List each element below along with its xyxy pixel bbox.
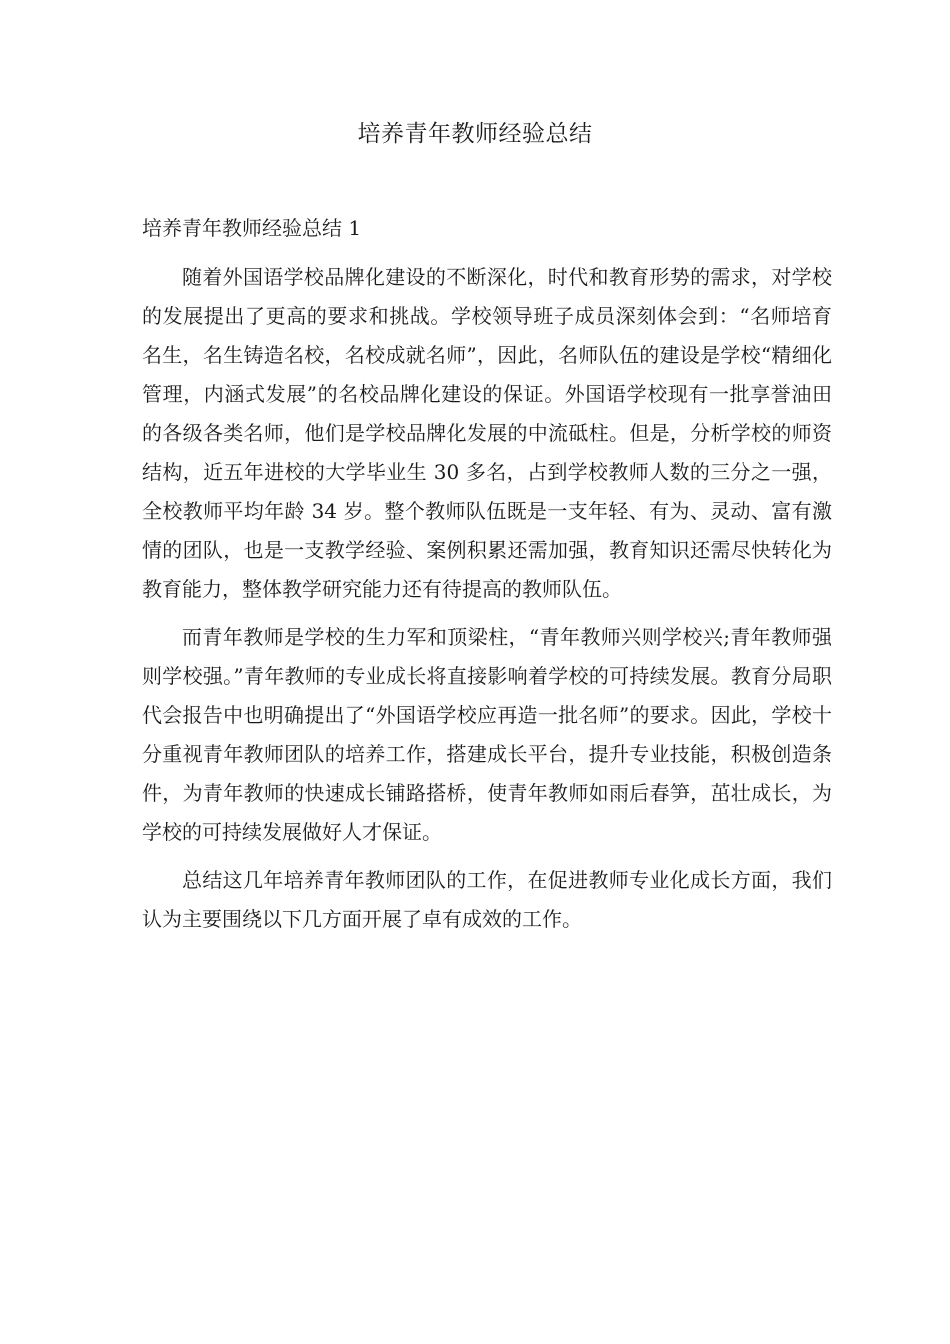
paragraph-3: 总结这几年培养青年教师团队的工作，在促进教师专业化成长方面，我们认为主要围绕以下几方面开展了卓有成效的工作。 xyxy=(142,868,832,931)
paragraph-2: 而青年教师是学校的生力军和顶梁柱，“青年教师兴则学校兴;青年教师强则学校强。”青年教师的专业成长将直接影响着学校的可持续发展。教育分局职代会报告中也明确提出了“外国语学校应再造一批名师”的要求。因此，学校十分重视青年教师团队的培养工作，搭建成长平台，提升专业技能，积极创造条件，为青年教师的快速成长铺路搭桥，使青年教师如雨后春笋，茁壮成长，为学校的可持续发展做好人才保证。 xyxy=(142,625,832,844)
paragraph-1: 随着外国语学校品牌化建设的不断深化，时代和教育形势的需求，对学校的发展提出了更高的要求和挑战。学校领导班子成员深刻体会到：“名师培育名生，名生铸造名校，名校成就名师”，因此，名师队伍的建设是学校“精细化管理，内涵式发展”的名校品牌化建设的保证。外国语学校现有一批享誉油田的各级各类名师，他们是学校品牌化发展的中流砥柱。但是，分析学校的师资结构，近五年进校的大学毕业生 30 多名，占到学校教师人数的三分之一强，全校教师平均年龄 34 岁。整个教师队伍既是一支年轻、有为、灵动、富有激情的团队，也是一支教学经验、案例积累还需加强，教育知识还需尽快转化为教育能力，整体教学研究能力还有待提高的教师队伍。 xyxy=(142,265,832,601)
document-body xyxy=(142,258,832,949)
section-heading: 培养青年教师经验总结 1 xyxy=(142,216,362,240)
document-title: 培养青年教师经验总结 xyxy=(357,121,593,147)
